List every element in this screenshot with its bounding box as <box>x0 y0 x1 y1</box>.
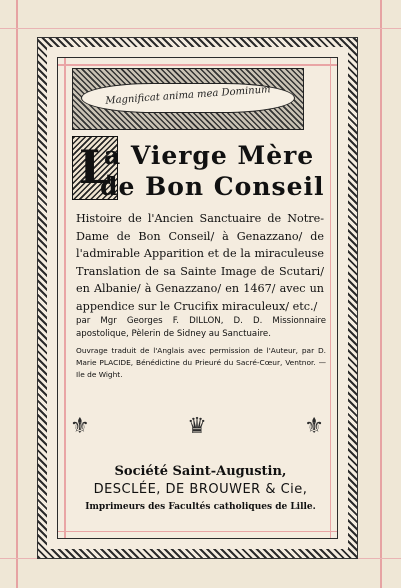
ornamental-band <box>70 396 324 456</box>
title-line-2: de Bon Conseil <box>100 172 325 201</box>
pink-rule <box>58 64 337 66</box>
fleur-de-lis-icon: ⚜ <box>70 413 90 439</box>
page-rule-left <box>16 0 18 588</box>
banner-text: Magnificat anima mea Dominum <box>105 84 271 107</box>
title-banner <box>72 68 304 130</box>
page-title <box>80 140 330 202</box>
publisher-name: DESCLÉE, DE BROUWER & Cie, <box>93 482 308 497</box>
title-line-1: a Vierge Mère <box>104 141 315 170</box>
illuminated-initial: L <box>72 136 118 200</box>
page-rule-right <box>380 0 382 588</box>
publisher-society: Société Saint-Augustin, <box>114 464 287 479</box>
banner-ribbon <box>81 83 295 113</box>
publisher-note: Imprimeurs des Facultés catholiques de Lille. <box>85 502 316 512</box>
crown-icon: ♛ <box>187 413 207 439</box>
subtitle-description: Histoire de l'Ancien Sanctuaire de Notre-Dame de Bon Conseil/ à Genazzano/ de l'admirable Apparition et de la miraculeuse Translation de sa Sainte Image de Scutari/ en Albanie/ à Genazzano/ en 1467/ avec un appendice sur le Crucifix miraculeux/ etc./ <box>76 212 324 313</box>
author-line: par Mgr Georges F. DILLON, D. D. Missionnaire apostolique, Pèlerin de Sidney au Sanctuaire. <box>76 316 326 339</box>
page-rule-bottom <box>0 558 401 559</box>
translation-note: Ouvrage traduit de l'Anglais avec permission de l'Auteur, par D. Marie PLACIDE, Bénédictine du Prieuré du Sacré-Cœur, Ventnor. — Ile de Wight. <box>76 346 326 379</box>
fleur-de-lis-icon: ⚜ <box>304 413 324 439</box>
page-rule-top <box>0 28 401 29</box>
pink-rule <box>58 531 337 533</box>
